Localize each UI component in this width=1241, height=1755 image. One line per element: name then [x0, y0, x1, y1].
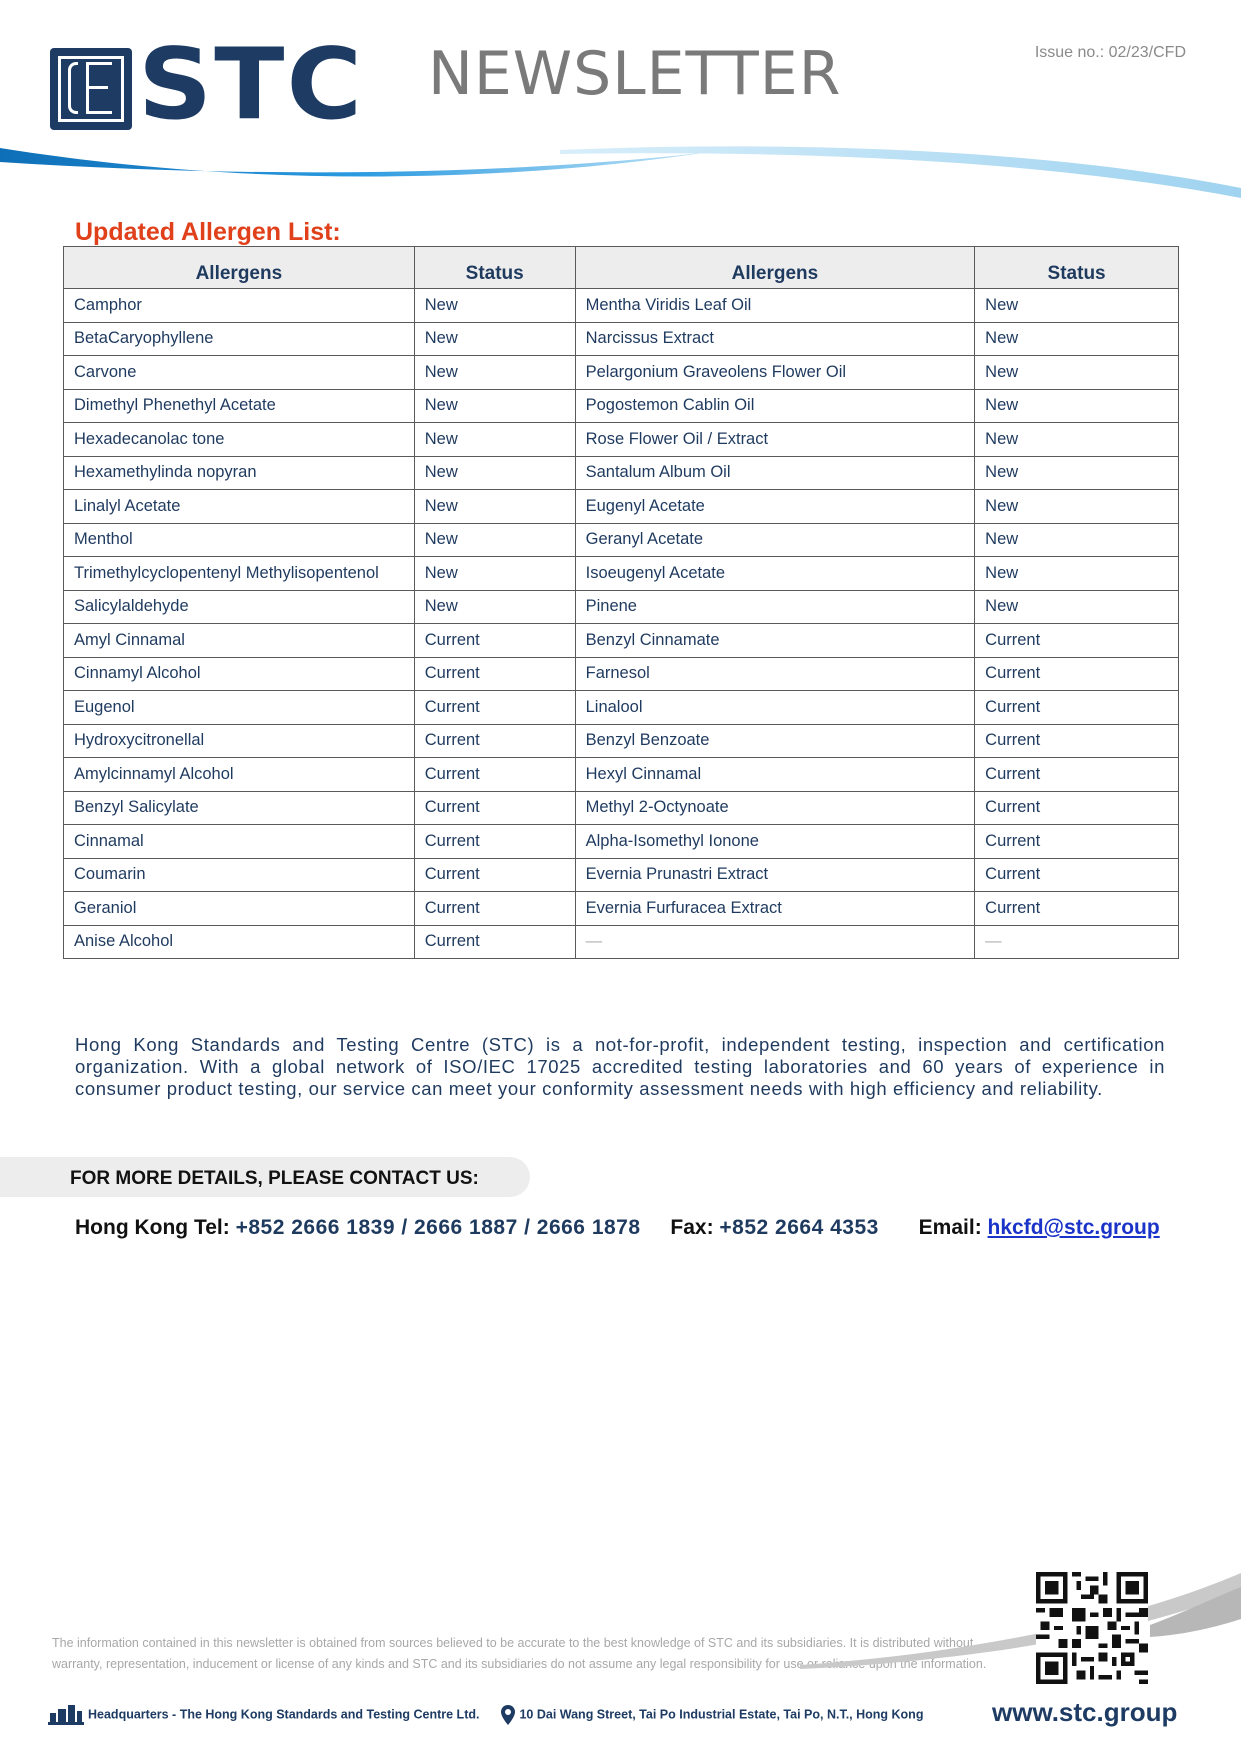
allergen-cell: Trimethylcyclopentenyl Methylisopentenol — [64, 557, 415, 591]
allergen-cell: Benzyl Cinnamate — [575, 624, 975, 658]
contact-details — [75, 1216, 1160, 1240]
table-row — [64, 322, 1179, 356]
allergen-cell: Hexamethylinda nopyran — [64, 456, 415, 490]
status-cell: Current — [975, 691, 1179, 725]
footer-swoosh-icon — [800, 1565, 1241, 1685]
allergen-cell: Pelargonium Graveolens Flower Oil — [575, 356, 975, 390]
allergen-cell: Benzyl Benzoate — [575, 724, 975, 758]
allergen-cell: Coumarin — [64, 858, 415, 892]
status-cell: Current — [414, 657, 575, 691]
table-row — [64, 289, 1179, 323]
allergen-cell: Hydroxycitronellal — [64, 724, 415, 758]
status-cell: Current — [975, 825, 1179, 859]
allergen-cell: Methyl 2-Octynoate — [575, 791, 975, 825]
allergen-cell: Geranyl Acetate — [575, 523, 975, 557]
status-cell: New — [414, 289, 575, 323]
allergen-cell: Dimethyl Phenethyl Acetate — [64, 389, 415, 423]
table-row — [64, 523, 1179, 557]
allergen-cell: Santalum Album Oil — [575, 456, 975, 490]
status-cell: New — [975, 423, 1179, 457]
table-row — [64, 691, 1179, 725]
allergen-cell: Eugenol — [64, 691, 415, 725]
allergen-cell: Amyl Cinnamal — [64, 624, 415, 658]
about-paragraph: Hong Kong Standards and Testing Centre (STC) is a not-for-profit, independent testing, inspection and certification organization. With a global network of ISO/IEC 17025 accredited testing laboratories and 60 years of experience in consumer product testing, our service can meet your conformity assessment needs with high efficiency and reliability. — [75, 1034, 1165, 1099]
allergen-cell: Cinnamal — [64, 825, 415, 859]
table-row — [64, 892, 1179, 926]
allergen-cell: Pogostemon Cablin Oil — [575, 389, 975, 423]
table-row — [64, 557, 1179, 591]
status-cell: Current — [414, 758, 575, 792]
allergen-cell: Camphor — [64, 289, 415, 323]
status-cell: Current — [975, 858, 1179, 892]
allergen-cell: Hexadecanolac tone — [64, 423, 415, 457]
stc-logo — [50, 28, 365, 142]
table-row — [64, 624, 1179, 658]
allergen-cell: Amylcinnamyl Alcohol — [64, 758, 415, 792]
allergen-cell: Geraniol — [64, 892, 415, 926]
allergen-cell: Salicylaldehyde — [64, 590, 415, 624]
qr-code-icon[interactable] — [1036, 1572, 1148, 1684]
allergen-cell: Anise Alcohol — [64, 925, 415, 959]
status-cell: Current — [975, 892, 1179, 926]
status-cell: New — [414, 322, 575, 356]
allergen-cell: Narcissus Extract — [575, 322, 975, 356]
status-cell: Current — [975, 758, 1179, 792]
table-header-row — [64, 247, 1179, 289]
allergen-cell: Evernia Prunastri Extract — [575, 858, 975, 892]
table-row — [64, 490, 1179, 524]
header-swoosh-icon — [0, 140, 1241, 210]
email-label: Email: — [918, 1216, 982, 1239]
status-cell: — — [975, 925, 1179, 959]
allergen-cell: Hexyl Cinnamal — [575, 758, 975, 792]
map-pin-icon — [501, 1705, 515, 1725]
status-cell: Current — [414, 858, 575, 892]
issue-number: Issue no.: 02/23/CFD — [1034, 44, 1186, 61]
website-link[interactable]: www.stc.group — [992, 1697, 1178, 1727]
headquarters-text: Headquarters - The Hong Kong Standards and Testing Centre Ltd. — [88, 1707, 480, 1722]
allergen-table — [63, 246, 1179, 959]
allergen-cell: Evernia Furfuracea Extract — [575, 892, 975, 926]
status-cell: New — [414, 590, 575, 624]
status-cell: Current — [414, 825, 575, 859]
table-row — [64, 423, 1179, 457]
allergen-cell: Farnesol — [575, 657, 975, 691]
status-cell: Current — [414, 791, 575, 825]
status-cell: Current — [975, 724, 1179, 758]
allergen-cell: Isoeugenyl Acetate — [575, 557, 975, 591]
table-row — [64, 791, 1179, 825]
fax-value: +852 2664 4353 — [719, 1216, 879, 1239]
status-cell: New — [975, 289, 1179, 323]
tel-label: Hong Kong Tel: — [75, 1216, 230, 1239]
allergen-table-body — [64, 289, 1179, 959]
table-row — [64, 724, 1179, 758]
status-cell: New — [414, 389, 575, 423]
table-row — [64, 590, 1179, 624]
allergen-cell: Carvone — [64, 356, 415, 390]
status-cell: Current — [414, 724, 575, 758]
tel-value: +852 2666 1839 / 2666 1887 / 2666 1878 — [235, 1216, 641, 1239]
table-row — [64, 858, 1179, 892]
allergen-cell: BetaCaryophyllene — [64, 322, 415, 356]
status-cell: New — [975, 389, 1179, 423]
fax-label: Fax: — [670, 1216, 714, 1239]
stc-logo-mark-icon — [50, 48, 132, 130]
status-cell: Current — [414, 691, 575, 725]
allergen-cell: Benzyl Salicylate — [64, 791, 415, 825]
column-header-status: Status — [975, 247, 1179, 289]
status-cell: Current — [975, 657, 1179, 691]
table-row — [64, 925, 1179, 959]
column-header-allergens: Allergens — [575, 247, 975, 289]
status-cell: New — [414, 523, 575, 557]
status-cell: New — [414, 356, 575, 390]
column-header-status: Status — [414, 247, 575, 289]
allergen-cell: Linalyl Acetate — [64, 490, 415, 524]
table-row — [64, 389, 1179, 423]
section-title: Updated Allergen List: — [75, 218, 341, 246]
table-row — [64, 657, 1179, 691]
status-cell: New — [975, 490, 1179, 524]
table-row — [64, 825, 1179, 859]
status-cell: Current — [414, 925, 575, 959]
status-cell: New — [975, 356, 1179, 390]
allergen-cell: — — [575, 925, 975, 959]
allergen-cell: Pinene — [575, 590, 975, 624]
building-icon — [48, 1705, 84, 1725]
status-cell: New — [414, 423, 575, 457]
status-cell: New — [414, 456, 575, 490]
status-cell: New — [975, 456, 1179, 490]
allergen-cell: Rose Flower Oil / Extract — [575, 423, 975, 457]
status-cell: Current — [975, 791, 1179, 825]
status-cell: New — [414, 490, 575, 524]
allergen-cell: Cinnamyl Alcohol — [64, 657, 415, 691]
footer-address-line — [48, 1705, 923, 1729]
allergen-cell: Alpha-Isomethyl Ionone — [575, 825, 975, 859]
address-text: 10 Dai Wang Street, Tai Po Industrial Estate, Tai Po, N.T., Hong Kong — [519, 1707, 924, 1722]
email-link[interactable]: hkcfd@stc.group — [987, 1216, 1160, 1239]
status-cell: Current — [975, 624, 1179, 658]
allergen-cell: Linalool — [575, 691, 975, 725]
newsletter-title: NEWSLETTER — [428, 39, 842, 109]
table-row — [64, 758, 1179, 792]
status-cell: New — [414, 557, 575, 591]
status-cell: New — [975, 523, 1179, 557]
status-cell: Current — [414, 892, 575, 926]
status-cell: Current — [414, 624, 575, 658]
brand-name: STC — [138, 28, 365, 142]
status-cell: New — [975, 322, 1179, 356]
allergen-cell: Menthol — [64, 523, 415, 557]
allergen-cell: Mentha Viridis Leaf Oil — [575, 289, 975, 323]
status-cell: New — [975, 590, 1179, 624]
table-row — [64, 356, 1179, 390]
contact-heading: FOR MORE DETAILS, PLEASE CONTACT US: — [70, 1168, 479, 1189]
table-row — [64, 456, 1179, 490]
disclaimer: The information contained in this newsletter is obtained from sources believed to be accurate to the best knowledge of STC and its subsidiaries. It is distributed without warranty, representation, inducement or license of any kinds and STC and its subsidiaries do not assume any legal responsibility for use or reliance upon the information. — [52, 1636, 987, 1671]
column-header-allergens: Allergens — [64, 247, 415, 289]
allergen-cell: Eugenyl Acetate — [575, 490, 975, 524]
status-cell: New — [975, 557, 1179, 591]
